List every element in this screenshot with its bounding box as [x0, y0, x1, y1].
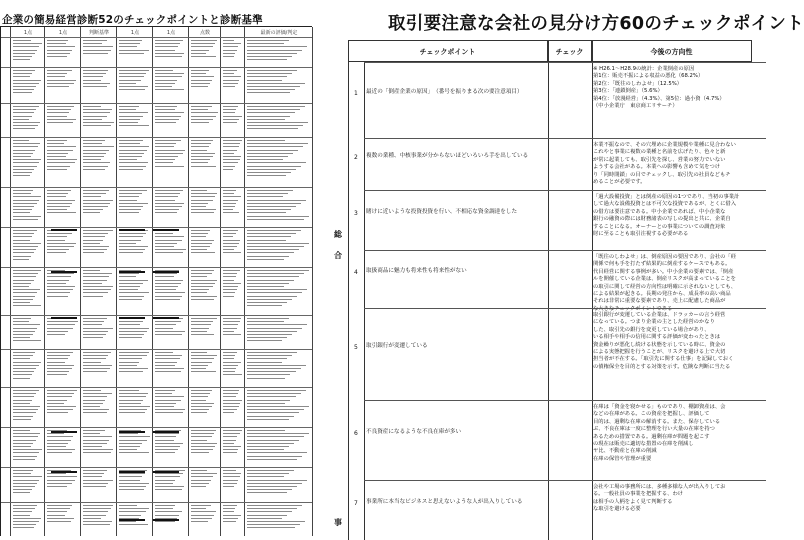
- faint-text-cell: [191, 106, 218, 134]
- faint-text-cell: [83, 270, 114, 312]
- faint-text-cell: [223, 318, 242, 346]
- comment-line: めることが必要です。: [593, 179, 646, 186]
- comment-line: それは非常に重要な要素であり、売上に配慮した商品が: [593, 298, 726, 305]
- faint-text-cell: [13, 318, 42, 346]
- faint-text-cell: [191, 318, 218, 346]
- checkpoint-table: [326, 40, 766, 540]
- table-row-line: [364, 250, 766, 251]
- faint-text-cell: [223, 390, 242, 424]
- faint-text-cell: [155, 190, 186, 224]
- placeholder-dash: [51, 317, 77, 319]
- comment-line: の取引に関して経営の方向性は明確に示されないとしても、: [593, 283, 737, 290]
- comment-line: は相手の人柄をよく見て判断する: [593, 498, 673, 505]
- placeholder-dash: [119, 271, 145, 273]
- faint-text-cell: [247, 40, 310, 64]
- faint-text-cell: [191, 390, 218, 424]
- faint-text-cell: [47, 270, 78, 312]
- comment-line: ヤ比、不動産と在庫の削減: [593, 448, 657, 455]
- comment-line: した、取引先の銀行を変更している場合があり、: [593, 326, 710, 333]
- comment-line: いる相手や相手の信用に関する評価が変わったときは: [593, 334, 721, 341]
- comment-line: 在庫は「資金を寝かせる」ものであり、棚卸資産は、会: [593, 404, 726, 410]
- grid-row-line: [1, 103, 312, 104]
- category-char: 事: [334, 518, 342, 527]
- comment-line: な取引を避ける必要: [593, 506, 641, 513]
- faint-text-cell: [83, 230, 114, 264]
- row-number: 5: [354, 344, 358, 351]
- comment-line: による実態把握を行うことが、リスクを避ける上で大切: [593, 349, 726, 356]
- comment-line: による結果が起きる。長期の発注から、成長率の高い商品: [593, 291, 731, 298]
- faint-text-cell: [155, 230, 186, 264]
- right-document-page: [326, 0, 804, 536]
- faint-text-cell: [47, 505, 78, 534]
- right-page-title: 取引要注意な会社の見分け方60のチェックポイント: [388, 14, 804, 34]
- left-page-title: 企業の簡易経営診断52のチェックポイントと診断基準: [2, 14, 263, 26]
- faint-text-cell: [119, 40, 150, 64]
- placeholder-dash: [153, 431, 179, 433]
- faint-text-cell: [155, 318, 186, 346]
- faint-text-cell: [155, 270, 186, 312]
- faint-text-cell: [83, 390, 114, 424]
- faint-text-cell: [83, 140, 114, 184]
- comment-line: 「過大設備投資」とは倒産の原因の1つであり、当初の事業計: [593, 194, 740, 200]
- faint-text-cell: [247, 505, 310, 534]
- placeholder-dash: [153, 229, 179, 231]
- category-label: [332, 229, 344, 271]
- faint-text-cell: [119, 106, 150, 134]
- row-number: 7: [354, 500, 358, 507]
- faint-text-cell: [223, 140, 242, 184]
- faint-text-cell: [155, 40, 186, 64]
- faint-text-cell: [191, 140, 218, 184]
- comment-line: して過大な設備投資とは不可欠な投資であるが、とくに借入: [593, 201, 737, 208]
- faint-text-cell: [155, 140, 186, 184]
- faint-text-cell: [191, 190, 218, 224]
- comment-line: 「既往のしわよせ」は、倒産原因の要因であり、会社の「経: [593, 254, 737, 260]
- faint-text-cell: [191, 70, 218, 100]
- checkpoint-text: 取引銀行が変遷している: [366, 343, 428, 349]
- grid-row-line: [1, 315, 312, 316]
- header-check: チェック: [548, 40, 592, 62]
- checkpoint-text: 複数の業種、中核事業が分からないほどいろいろ手を出している: [366, 153, 529, 159]
- faint-text-cell: [155, 430, 186, 464]
- faint-text-cell: [223, 352, 242, 384]
- category-char: 総: [334, 230, 342, 239]
- row-number: 3: [354, 210, 358, 217]
- faint-text-cell: [83, 106, 114, 134]
- left-column-header: 1点: [58, 30, 68, 36]
- comment-line: が常に起業しても、取引先を探し、営業の努力でいない: [593, 156, 726, 163]
- faint-text-cell: [13, 230, 42, 264]
- checkpoint-text: 取扱商品に魅力も将来性も将来性がない: [366, 268, 467, 274]
- comment-line: 在庫の保管や管理が重要: [593, 455, 652, 462]
- left-column-header: 1点: [130, 30, 140, 36]
- checkpoint-text: 不良資産になるような不良在庫が多い: [366, 429, 462, 435]
- comment-line: り「同時閉鎖」の目でチェックし、取引先の社員などもチ: [593, 171, 731, 178]
- comment-line: あるための措置である。過剰在庫が問題を起こす: [593, 433, 710, 440]
- comment-line: 取引銀行が変遷している企業は、ドラッカーの言う経営: [593, 312, 726, 318]
- faint-text-cell: [83, 70, 114, 100]
- comment-line: 財に至ることも取引注視する必要がある: [593, 231, 689, 238]
- placeholder-dash: [119, 229, 145, 231]
- placeholder-dash: [119, 471, 145, 473]
- table-column-line: [364, 62, 365, 540]
- faint-text-cell: [83, 318, 114, 346]
- direction-comment: [593, 404, 773, 478]
- faint-text-cell: [119, 70, 150, 100]
- faint-text-cell: [247, 190, 310, 224]
- checkpoint-text: 最近の「倒産企業の原因」 （番号を振りまる次の要注意項目）: [366, 89, 523, 95]
- faint-text-cell: [13, 40, 42, 64]
- faint-text-cell: [13, 470, 42, 499]
- faint-text-cell: [83, 40, 114, 64]
- row-number: 4: [354, 269, 358, 276]
- faint-text-cell: [47, 140, 78, 184]
- placeholder-dash: [51, 271, 77, 273]
- table-row-line: [364, 308, 766, 309]
- comment-line: 本業不振なので、その穴埋めに企業規模や業種に見合わない: [593, 142, 736, 148]
- faint-text-cell: [13, 140, 42, 184]
- faint-text-cell: [247, 140, 310, 184]
- direction-comment: [593, 484, 773, 538]
- grid-row-line: [1, 67, 312, 68]
- direction-comment: [593, 312, 773, 398]
- grid-row-line: [1, 267, 312, 268]
- faint-text-cell: [247, 352, 310, 384]
- faint-text-cell: [119, 470, 150, 499]
- comment-line: 目的は、過剰な在庫の解消する。また、保存している: [593, 418, 721, 425]
- direction-comment: [593, 66, 773, 136]
- comment-line: これやと事業に複数の業種と名前を広げたり、色々と新: [593, 149, 726, 156]
- faint-text-cell: [47, 40, 78, 64]
- faint-text-cell: [119, 430, 150, 464]
- grid-row-line: [1, 137, 312, 138]
- placeholder-dash: [153, 317, 179, 319]
- grid-column-line: [312, 27, 313, 536]
- faint-text-cell: [47, 190, 78, 224]
- grid-row-line: [1, 502, 312, 503]
- faint-text-cell: [13, 106, 42, 134]
- comment-line: の借方は要注意である。中小企業であれば、中小企業な: [593, 208, 726, 215]
- faint-text-cell: [247, 70, 310, 100]
- placeholder-dash: [51, 229, 77, 231]
- faint-text-cell: [47, 318, 78, 346]
- faint-text-cell: [83, 505, 114, 534]
- placeholder-dash: [51, 431, 77, 433]
- checkpoint-text: 賭けに近いような投資投資を行い、不相応な資金調達をした: [366, 209, 518, 215]
- faint-text-cell: [119, 270, 150, 312]
- comment-line: 第4位：「放漫経営」（4.3%）、第5位：過小資（4.7%）: [593, 95, 725, 102]
- faint-text-cell: [247, 106, 310, 134]
- faint-text-cell: [47, 470, 78, 499]
- faint-text-cell: [223, 270, 242, 312]
- grid-row-line: [1, 387, 312, 388]
- row-number: 2: [354, 154, 358, 161]
- faint-text-cell: [191, 430, 218, 464]
- comment-line: 会社や工場の事務所には、多種多様な人が出入りしてお: [593, 484, 726, 490]
- comment-line: 代目経営に関する事例が多い。中小企業の要素では、「倒産: [593, 268, 734, 275]
- comment-line: ぶ、不良在庫は一度に整理を行い大量の在庫を持つ: [593, 426, 715, 433]
- placeholder-dash: [153, 471, 179, 473]
- faint-text-cell: [47, 70, 78, 100]
- faint-text-cell: [155, 70, 186, 100]
- row-number: 6: [354, 430, 358, 437]
- table-row-line: [364, 138, 766, 139]
- left-column-header: 1点: [23, 30, 33, 36]
- left-column-header: 点数: [199, 30, 210, 36]
- faint-text-cell: [47, 430, 78, 464]
- placeholder-dash: [119, 317, 145, 319]
- faint-text-cell: [223, 70, 242, 100]
- faint-text-cell: [13, 270, 42, 312]
- faint-text-cell: [13, 390, 42, 424]
- placeholder-dash: [153, 519, 179, 521]
- faint-text-cell: [247, 230, 310, 264]
- faint-text-cell: [191, 40, 218, 64]
- faint-text-cell: [223, 505, 242, 534]
- grid-row-line: [1, 187, 312, 188]
- grid-row-line: [1, 349, 312, 350]
- placeholder-dash: [51, 471, 77, 473]
- header-checkpoint: チェックポイント: [348, 40, 548, 62]
- faint-text-cell: [119, 140, 150, 184]
- faint-text-cell: [13, 70, 42, 100]
- faint-text-cell: [47, 230, 78, 264]
- faint-text-cell: [247, 318, 310, 346]
- comment-line: （中小企業庁 東京商工リサーチ）: [593, 103, 678, 110]
- table-column-line: [348, 40, 349, 540]
- table-row-line: [364, 190, 766, 191]
- comment-line: 第3位：「連鎖倒産」（5.6%）: [593, 88, 663, 95]
- left-column-header: 最新の評価/判定: [260, 30, 298, 36]
- faint-text-cell: [155, 390, 186, 424]
- faint-text-cell: [247, 430, 310, 464]
- faint-text-cell: [191, 505, 218, 534]
- faint-text-cell: [223, 470, 242, 499]
- direction-comment: [593, 142, 773, 188]
- comment-line: などの在庫がある。この資産を把握し、評価して: [593, 411, 710, 418]
- category-label: [332, 517, 344, 538]
- comment-line: ようする会社がある。本業への影響も含めて気をつけ: [593, 164, 721, 171]
- comment-line: 第1位：販売不振による収益の悪化（68.2%）: [593, 73, 704, 80]
- direction-comment: [593, 254, 773, 312]
- left-document-page: [0, 0, 312, 536]
- direction-comment: [593, 194, 773, 248]
- faint-text-cell: [13, 505, 42, 534]
- left-column-header: 判断基準: [88, 30, 109, 36]
- faint-text-cell: [13, 430, 42, 464]
- faint-text-cell: [119, 352, 150, 384]
- left-checklist-grid: [0, 26, 312, 536]
- faint-text-cell: [247, 390, 310, 424]
- faint-text-cell: [247, 270, 310, 312]
- placeholder-dash: [119, 519, 145, 521]
- grid-row-line: [1, 227, 312, 228]
- faint-text-cell: [119, 390, 150, 424]
- faint-text-cell: [13, 352, 42, 384]
- category-char: 合: [334, 251, 342, 260]
- comment-line: 資金繰りが悪化し続ける状態を示している時に、資金の: [593, 341, 726, 348]
- table-row-line: [364, 62, 766, 63]
- comment-line: ルを開催している企業は、倒産リスクが高まっていることを: [593, 276, 736, 283]
- faint-text-cell: [47, 352, 78, 384]
- placeholder-dash: [153, 271, 179, 273]
- checkpoint-text: 事業所に本当なビジネスと思えないような人が出入りしている: [366, 499, 523, 505]
- faint-text-cell: [155, 352, 186, 384]
- header-direction: 今後の方向性: [592, 40, 752, 62]
- comment-line: な大きなチェックポイントである: [593, 305, 673, 312]
- faint-text-cell: [119, 318, 150, 346]
- faint-text-cell: [119, 230, 150, 264]
- comment-line: することになる。オーナーとの事業についての調査対象: [593, 223, 726, 230]
- faint-text-cell: [83, 352, 114, 384]
- faint-text-cell: [47, 390, 78, 424]
- comment-line: 銀行の融資の際には財務諸表の写しの提出と共に、企業自: [593, 216, 731, 223]
- faint-text-cell: [191, 352, 218, 384]
- faint-text-cell: [83, 470, 114, 499]
- grid-row-line: [1, 467, 312, 468]
- table-column-line: [548, 40, 549, 540]
- comment-line: る。一般社員の事業を把握する、わけ: [593, 491, 684, 498]
- grid-row-line: [1, 427, 312, 428]
- faint-text-cell: [191, 470, 218, 499]
- faint-text-cell: [223, 190, 242, 224]
- faint-text-cell: [155, 470, 186, 499]
- comment-line: の債権保全を目的とする対策を示す。危険な判断に当たる: [593, 363, 731, 370]
- comment-line: になっている。つまり企業の主とした経営のかなり: [593, 319, 715, 326]
- comment-line: ※ H26.1〜H28.9の統計：企業倒産の原因: [593, 66, 695, 72]
- placeholder-dash: [119, 431, 145, 433]
- faint-text-cell: [223, 40, 242, 64]
- faint-text-cell: [191, 230, 218, 264]
- faint-text-cell: [223, 430, 242, 464]
- faint-text-cell: [13, 190, 42, 224]
- faint-text-cell: [223, 106, 242, 134]
- left-column-header: 1点: [166, 30, 176, 36]
- table-row-line: [364, 480, 766, 481]
- faint-text-cell: [83, 430, 114, 464]
- comment-line: の現在は販売に適切な措置の在庫を削減し: [593, 441, 694, 448]
- comment-line: 関係で何も手を打たず結果的に倒産するケースでもある。: [593, 261, 731, 268]
- faint-text-cell: [191, 270, 218, 312]
- comment-line: 第2位：「既往のしわよせ」（12.5%）: [593, 80, 683, 87]
- table-row-line: [364, 400, 766, 401]
- grid-row-line: [1, 37, 312, 38]
- row-number: 1: [354, 90, 358, 97]
- faint-text-cell: [83, 190, 114, 224]
- faint-text-cell: [47, 106, 78, 134]
- comment-line: 担当者が不在する。「取引先に関する仕事」を記録しておく: [593, 356, 734, 363]
- faint-text-cell: [223, 230, 242, 264]
- faint-text-cell: [247, 470, 310, 499]
- faint-text-cell: [155, 106, 186, 134]
- faint-text-cell: [119, 190, 150, 224]
